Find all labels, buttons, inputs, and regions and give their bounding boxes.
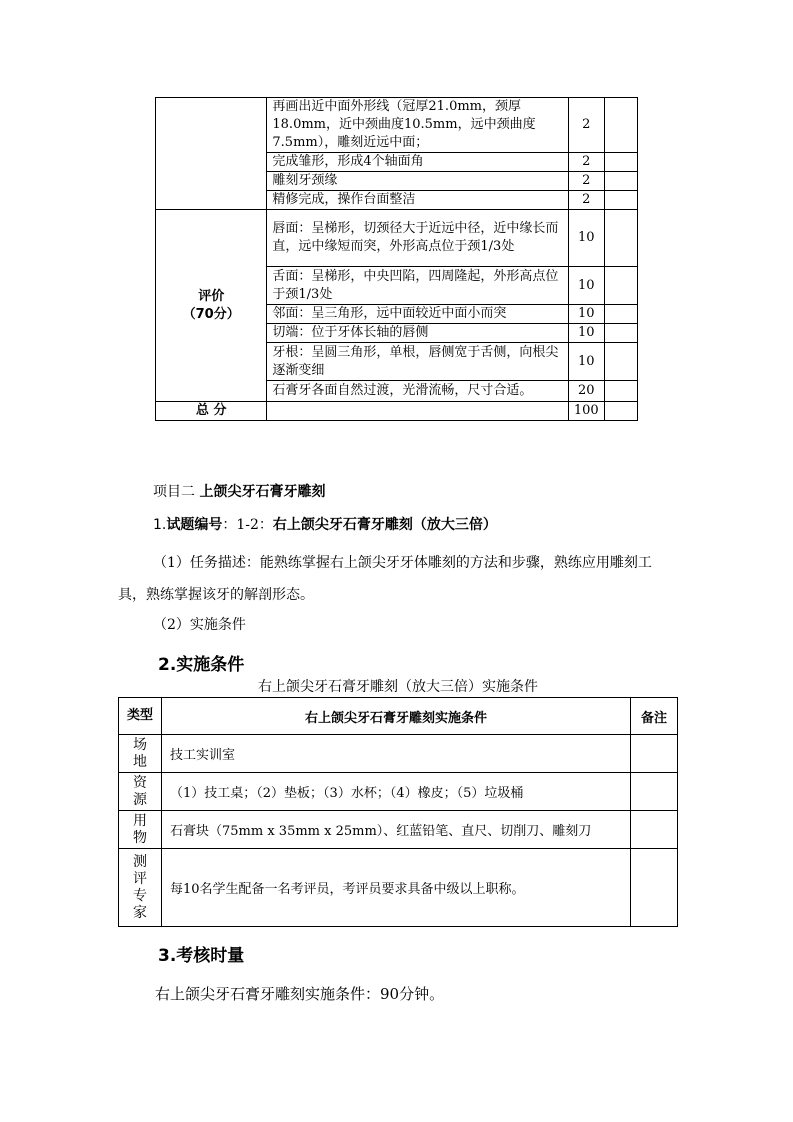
blank-category-cell [156, 98, 267, 210]
type-text: 资源 [133, 774, 147, 808]
header-conditions: 右上颌尖牙石膏牙雕刻实施条件 [162, 698, 631, 735]
note-cell [631, 773, 678, 811]
question-line [153, 514, 497, 534]
actual-score-cell [604, 381, 637, 402]
criteria-cell: 完成雏形，形成4个轴面角 [267, 153, 568, 172]
score-cell: 2 [568, 153, 604, 172]
conditions-line: （2）实施条件 [153, 617, 246, 633]
criteria-cell: 再画出近中面外形线（冠厚21.0mm，颈厚18.0mm，近中颈曲度10.5mm，远中颈曲度7.5mm），雕刻近远中面； [267, 98, 568, 153]
condition-cell: 石膏块（75mm x 35mm x 25mm）、红蓝铅笔、直尺、切削刀、雕刻刀 [162, 811, 631, 849]
section-heading-duration: 3.考核时量 [158, 946, 245, 966]
question-title: 右上颌尖牙石膏牙雕刻（放大三倍） [272, 517, 497, 533]
evaluation-label: 评价 [198, 288, 225, 304]
criteria-cell: 精修完成，操作台面整洁 [267, 191, 568, 210]
score-cell: 10 [568, 324, 604, 343]
evaluation-points: （70分） [182, 306, 240, 322]
score-cell: 10 [568, 210, 604, 267]
table-caption: 右上颌尖牙石膏牙雕刻（放大三倍）实施条件 [258, 679, 538, 695]
condition-cell: （1）技工桌；（2）垫板；（3）水杯；（4）橡皮；（5）垃圾桶 [162, 773, 631, 811]
actual-score-cell [604, 153, 637, 172]
item-title: 上颌尖牙石膏牙雕刻 [199, 484, 326, 500]
actual-score-cell [604, 324, 637, 343]
criteria-cell: 石膏牙各面自然过渡，光滑流畅，尺寸合适。 [267, 381, 568, 402]
score-cell: 10 [568, 267, 604, 305]
item-heading [153, 481, 325, 501]
actual-score-cell [604, 210, 637, 267]
criteria-cell: 牙根：呈圆三角形，单根，唇侧宽于舌侧，向根尖逐渐变细 [267, 343, 568, 381]
condition-cell: 技工实训室 [162, 735, 631, 773]
criteria-cell: 切端：位于牙体长轴的唇侧 [267, 324, 568, 343]
criteria-cell: 雕刻牙颈缘 [267, 172, 568, 191]
note-cell [631, 735, 678, 773]
header-note: 备注 [631, 698, 678, 735]
score-cell: 2 [568, 98, 604, 153]
type-text: 测评专家 [133, 853, 147, 921]
criteria-cell: 舌面：呈梯形，中央凹陷，四周隆起，外形高点位于颈1/3处 [267, 267, 568, 305]
actual-total-cell [604, 402, 637, 421]
total-score-cell: 100 [568, 402, 604, 421]
question-label: 试题编号 [166, 517, 223, 533]
note-cell [631, 849, 678, 927]
type-text: 场地 [133, 736, 147, 770]
type-cell [119, 811, 162, 849]
score-cell: 10 [568, 343, 604, 381]
score-cell: 2 [568, 172, 604, 191]
type-cell [119, 849, 162, 927]
criteria-cell: 邻面：呈三角形，远中面较近中面小而突 [267, 305, 568, 324]
scoring-table [155, 97, 638, 421]
task-description: （1）任务描述：能熟练掌握右上颌尖牙牙体雕刻的方法和步骤，熟练应用雕刻工具，熟练掌握该牙的解剖形态。 [118, 555, 652, 603]
note-cell [631, 811, 678, 849]
type-cell [119, 773, 162, 811]
item-number: 项目二 [153, 484, 200, 500]
score-cell: 2 [568, 191, 604, 210]
score-cell: 20 [568, 381, 604, 402]
duration-text: 右上颌尖牙石膏牙雕刻实施条件：90分钟。 [155, 985, 445, 1003]
question-code: ：1-2： [222, 517, 273, 533]
criteria-cell: 唇面：呈梯形，切颈径大于近远中径，近中缘长而直，远中缘短而突，外形高点位于颈1/3处 [267, 210, 568, 267]
total-label-cell: 总 分 [156, 402, 267, 421]
type-text: 用物 [133, 812, 147, 846]
condition-cell: 每10名学生配备一名考评员，考评员要求具备中级以上职称。 [162, 849, 631, 927]
actual-score-cell [604, 343, 637, 381]
score-cell: 10 [568, 305, 604, 324]
conditions-table [118, 697, 678, 927]
question-number: 1. [153, 517, 167, 533]
header-type: 类型 [119, 698, 162, 735]
total-blank-cell [267, 402, 568, 421]
actual-score-cell [604, 305, 637, 324]
actual-score-cell [604, 98, 637, 153]
evaluation-category-cell [156, 210, 267, 402]
section-heading-conditions: 2.实施条件 [158, 655, 245, 675]
type-cell [119, 735, 162, 773]
actual-score-cell [604, 191, 637, 210]
actual-score-cell [604, 267, 637, 305]
actual-score-cell [604, 172, 637, 191]
